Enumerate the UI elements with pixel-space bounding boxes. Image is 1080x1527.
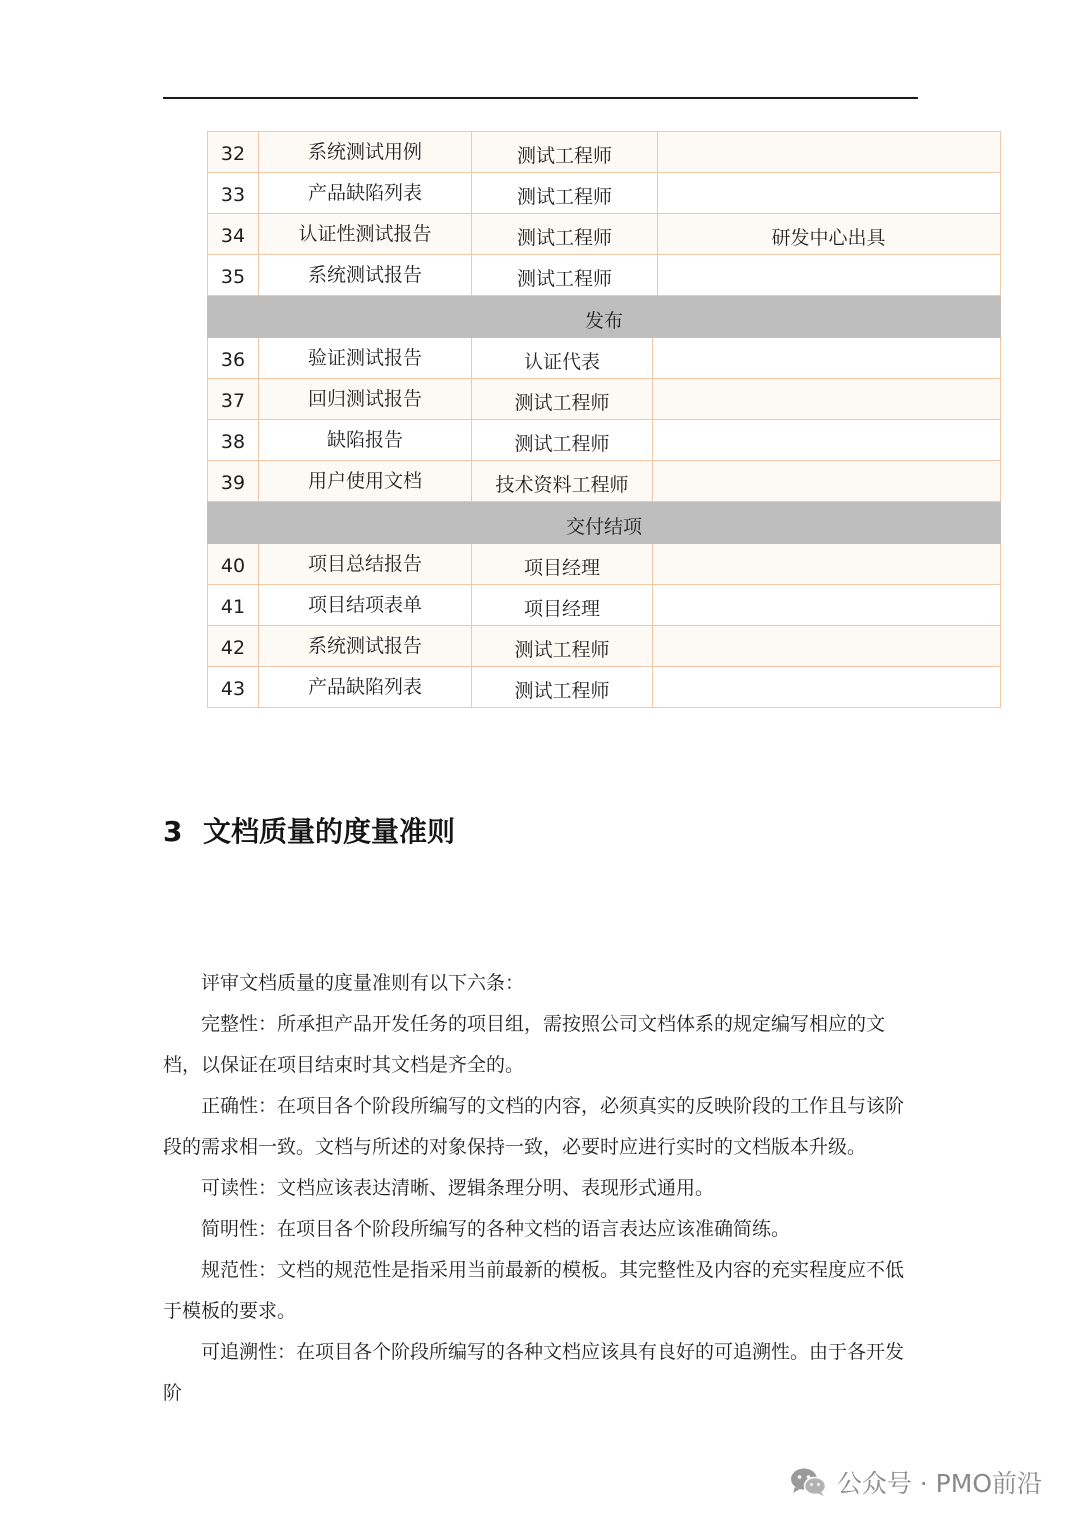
document-name: 系统测试报告	[259, 626, 472, 666]
document-name: 用户使用文档	[259, 461, 472, 501]
intro-paragraph: 评审文档质量的度量准则有以下六条：	[201, 972, 525, 994]
table-row	[207, 214, 1001, 255]
table-row	[207, 626, 1001, 667]
responsible-role: 项目经理	[472, 544, 653, 584]
section-header-delivery: 交付结项	[207, 502, 1001, 544]
row-number: 37	[208, 379, 259, 419]
responsible-role: 认证代表	[472, 338, 653, 378]
row-number: 35	[208, 255, 259, 295]
responsible-role: 测试工程师	[472, 626, 653, 666]
document-name: 系统测试报告	[259, 255, 472, 295]
row-note	[657, 255, 1000, 295]
document-name: 验证测试报告	[259, 338, 472, 378]
document-name: 项目总结报告	[259, 544, 472, 584]
table-row	[207, 131, 1001, 173]
table-row	[207, 379, 1001, 420]
table-row	[207, 585, 1001, 626]
responsible-role: 测试工程师	[472, 379, 653, 419]
table-row	[207, 420, 1001, 461]
criterion-completeness: 完整性：所承担产品开发任务的项目组，需按照公司文档体系的规定编写相应的文档，以保证在项目结束时其文档是齐全的。	[163, 1013, 886, 1076]
responsible-role: 测试工程师	[472, 173, 658, 213]
section-title: 文档质量的度量准则	[203, 815, 456, 848]
row-number: 38	[208, 420, 259, 460]
criterion-conciseness: 简明性：在项目各个阶段所编写的各种文档的语言表达应该准确简练。	[201, 1218, 791, 1240]
table-row	[207, 667, 1001, 708]
criterion-standardization: 规范性：文档的规范性是指采用当前最新的模板。其完整性及内容的充实程度应不低于模板的要求。	[163, 1259, 905, 1322]
responsible-role: 测试工程师	[472, 667, 653, 707]
row-note	[652, 420, 1000, 460]
header-rule	[163, 97, 918, 99]
section-header-release: 发布	[207, 296, 1001, 338]
row-note	[657, 173, 1000, 213]
responsible-role: 技术资料工程师	[472, 461, 653, 501]
document-name: 回归测试报告	[259, 379, 472, 419]
document-name: 认证性测试报告	[259, 214, 472, 254]
row-note	[657, 132, 1000, 172]
responsible-role: 测试工程师	[472, 214, 658, 254]
document-name: 项目结项表单	[259, 585, 472, 625]
responsible-role: 测试工程师	[472, 420, 653, 460]
document-name: 产品缺陷列表	[259, 667, 472, 707]
row-number: 43	[208, 667, 259, 707]
row-number: 32	[208, 132, 259, 172]
row-note: 研发中心出具	[771, 226, 886, 249]
row-note	[652, 585, 1000, 625]
document-name: 缺陷报告	[259, 420, 472, 460]
row-number: 36	[208, 338, 259, 378]
wechat-icon	[789, 1467, 827, 1497]
table-row	[207, 255, 1001, 296]
section-heading	[163, 810, 455, 850]
row-number: 41	[208, 585, 259, 625]
table-row	[207, 544, 1001, 585]
row-note	[652, 544, 1000, 584]
document-name: 产品缺陷列表	[259, 173, 472, 213]
row-number: 39	[208, 461, 259, 501]
criterion-correctness: 正确性：在项目各个阶段所编写的文档的内容，必须真实的反映阶段的工作且与该阶段的需求相一致。文档与所述的对象保持一致，必要时应进行实时的文档版本升级。	[163, 1095, 905, 1158]
row-note	[652, 667, 1000, 707]
responsible-role: 项目经理	[472, 585, 653, 625]
table-row	[207, 173, 1001, 214]
responsible-role: 测试工程师	[472, 132, 658, 172]
watermark-text: 公众号 · PMO前沿	[836, 1469, 1042, 1498]
body-text	[163, 963, 920, 1414]
row-note	[652, 461, 1000, 501]
row-number: 40	[208, 544, 259, 584]
table-row	[207, 461, 1001, 502]
criterion-readability: 可读性：文档应该表达清晰、逻辑条理分明、表现形式通用。	[201, 1177, 715, 1199]
row-note	[652, 379, 1000, 419]
table-row	[207, 338, 1001, 379]
row-note	[652, 626, 1000, 666]
row-number: 33	[208, 173, 259, 213]
section-number: 3	[163, 815, 183, 848]
document-name: 系统测试用例	[259, 132, 472, 172]
document-table	[207, 131, 1001, 708]
responsible-role: 测试工程师	[472, 255, 658, 295]
row-note	[652, 338, 1000, 378]
watermark	[789, 1462, 1042, 1502]
row-number: 34	[208, 214, 259, 254]
criterion-traceability: 可追溯性：在项目各个阶段所编写的各种文档应该具有良好的可追溯性。由于各开发阶	[163, 1341, 905, 1404]
row-number: 42	[208, 626, 259, 666]
